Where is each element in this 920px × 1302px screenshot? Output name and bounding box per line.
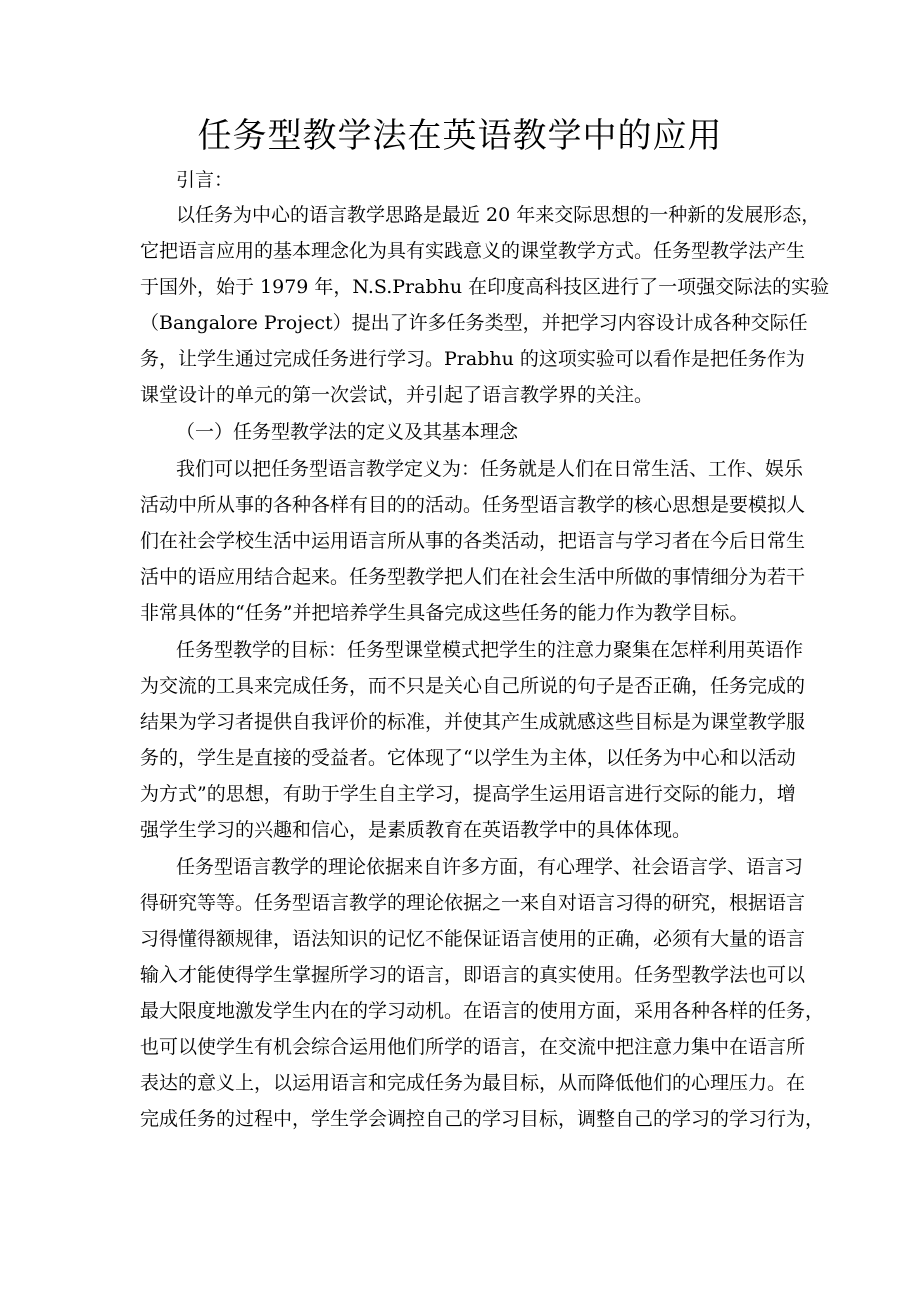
body-line: 任务型语言教学的理论依据来自许多方面，有心理学、社会语言学、语言习 [176, 856, 804, 878]
body-line: 务的，学生是直接的受益者。它体现了“以学生为主体，以任务为中心和以活动 [140, 747, 796, 769]
body-line: 任务型教学的目标：任务型课堂模式把学生的注意力聚集在怎样利用英语作 [176, 639, 804, 661]
body-line: （Bangalore Project）提出了许多任务类型，并把学习内容设计成各种交际任 [140, 312, 808, 334]
body-line: 最大限度地激发学生内在的学习动机。在语言的使用方面，采用各种各样的任务， [140, 1000, 825, 1022]
body-line: 为方式”的思想，有助于学生自主学习，提高学生运用语言进行交际的能力，增 [140, 783, 796, 805]
body-line: 活动中所从事的各种各样有目的的活动。任务型语言教学的核心思想是要模拟人 [140, 494, 806, 516]
body-line: 非常具体的“任务”并把培养学生具备完成这些任务的能力作为教学目标。 [140, 602, 749, 624]
body-line: 我们可以把任务型语言教学定义为：任务就是人们在日常生活、工作、娱乐 [176, 458, 804, 480]
body-line: 表达的意义上，以运用语言和完成任务为最目标，从而降低他们的心理压力。在 [140, 1072, 806, 1094]
body-line: 们在社会学校生活中运用语言所从事的各类活动，把语言与学习者在今后日常生 [140, 530, 806, 552]
intro-label: 引言： [176, 169, 234, 191]
body-line: 输入才能使得学生掌握所学习的语言，即语言的真实使用。任务型教学法也可以 [140, 964, 806, 986]
body-line: 它把语言应用的基本理念化为具有实践意义的课堂教学方式。任务型教学法产生 [140, 240, 806, 262]
body-line: 得研究等等。任务型语言教学的理论依据之一来自对语言习得的研究，根据语言 [140, 892, 806, 914]
body-line: 课堂设计的单元的第一次尝试，并引起了语言教学界的关注。 [140, 384, 654, 406]
body-line: 强学生学习的兴趣和信心，是素质教育在英语教学中的具体体现。 [140, 819, 692, 841]
body-line: 以任务为中心的语言教学思路是最近 20 年来交际思想的一种新的发展形态， [176, 204, 821, 226]
document-title: 任务型教学法在英语教学中的应用 [197, 116, 723, 156]
body-line: 为交流的工具来完成任务，而不只是关心自己所说的句子是否正确，任务完成的 [140, 675, 806, 697]
body-line: 务，让学生通过完成任务进行学习。Prabhu 的这项实验可以看作是把任务作为 [140, 348, 805, 370]
body-line: 也可以使学生有机会综合运用他们所学的语言，在交流中把注意力集中在语言所 [140, 1036, 806, 1058]
body-line: 于国外，始于 1979 年，N.S.Prabhu 在印度高科技区进行了一项强交际法的实验 [140, 276, 830, 298]
body-line: 结果为学习者提供自我评价的标准，并使其产生成就感这些目标是为课堂教学服 [140, 711, 806, 733]
body-line: 习得懂得额规律，语法知识的记忆不能保证语言使用的正确，必须有大量的语言 [140, 928, 806, 950]
section-heading: （一）任务型教学法的定义及其基本理念 [176, 421, 519, 443]
body-line: 活中的语应用结合起来。任务型教学把人们在社会生活中所做的事情细分为若干 [140, 566, 806, 588]
body-line: 完成任务的过程中，学生学会调控自己的学习目标，调整自己的学习的学习行为， [140, 1108, 825, 1130]
